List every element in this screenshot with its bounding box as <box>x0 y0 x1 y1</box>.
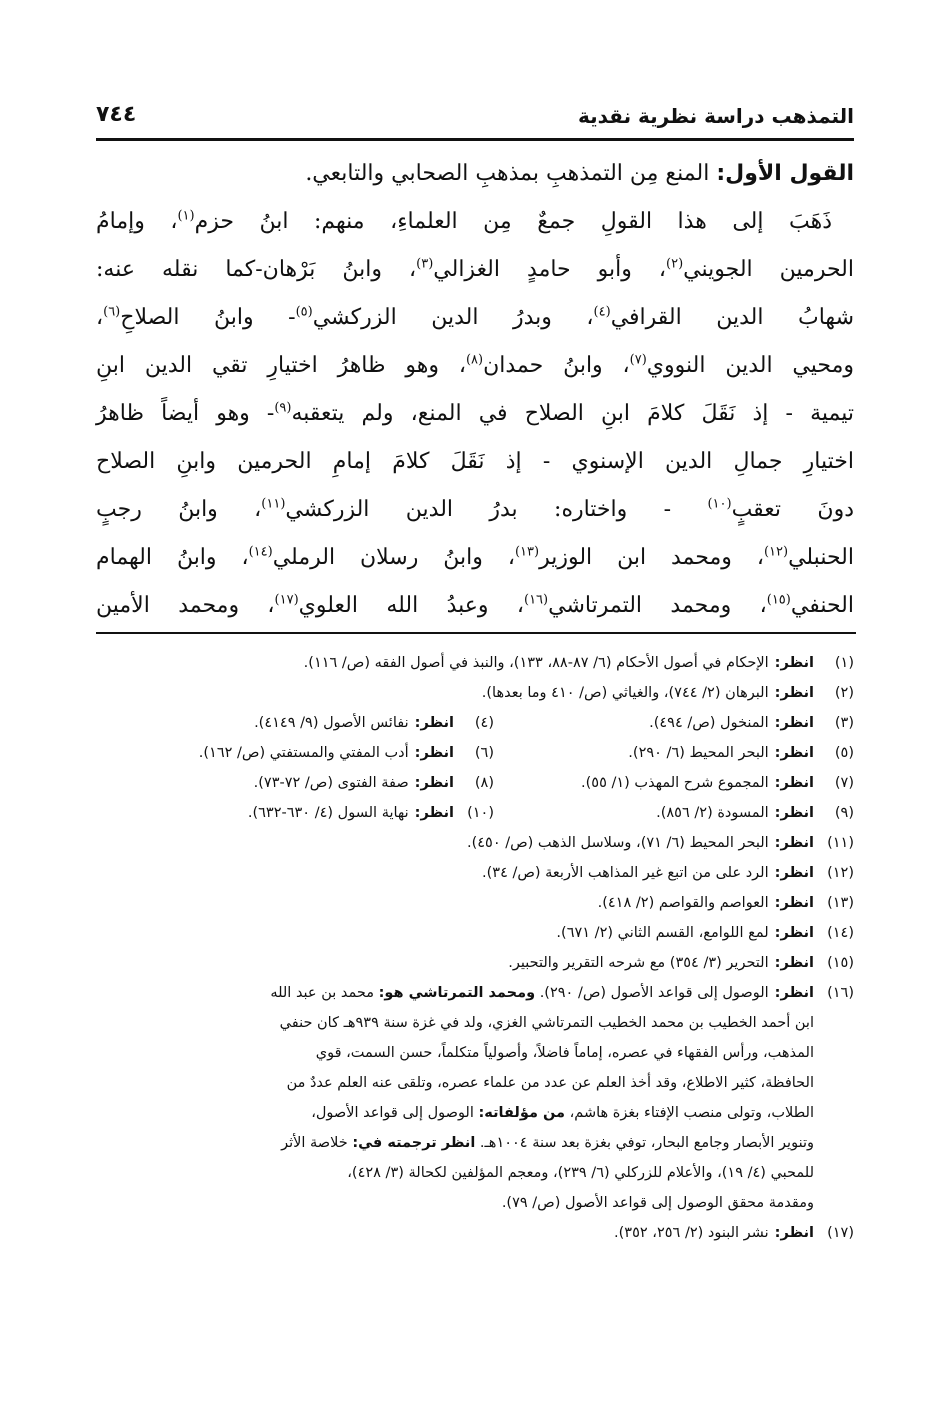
footnote <box>96 918 854 948</box>
footnote-pair <box>96 798 854 828</box>
footnote-ref: (١٥) <box>766 592 791 608</box>
footnote-text: صفة الفتوى (ص/ ٧٢-٧٣). <box>253 775 409 791</box>
footnote-text: التحرير (٣/ ٣٥٤) مع شرحه التقرير والتحبير. <box>508 955 769 971</box>
footnote-bold: انظر ترجمته في: <box>352 1135 476 1151</box>
body-line: الحرمين الجويني$^{(٢)}$، وأبو حامدٍ الغزالي$^{(٣)}$، وابنُ بَرْهان-كما نقله عنه: <box>96 256 854 282</box>
body-line: ومحيي الدين النووي$^{(٧)}$، وابنُ حمدان$^{(٨)}$، وهو ظاهرُ اختيارِ تقي الدين ابنِ <box>96 352 855 378</box>
footnote-ref: (٣) <box>416 256 434 272</box>
footnote-text: الإحكام في أصول الأحكام (٦/ ٨٧-٨٨، ١٣٣)، والنبذ في أصول الفقه (ص/ ١١٦). <box>303 655 769 671</box>
footnote-number: (١١) <box>827 835 854 851</box>
footnote-text: الرد على من اتبع غير المذاهب الأربعة (ص/ ٣٤). <box>482 865 769 881</box>
footnote <box>254 768 494 798</box>
footnote-number: (١٥) <box>827 955 854 971</box>
footnote-label: انظر: <box>414 715 454 731</box>
footnote-text: نشر البنود (٢/ ٢٥٦، ٣٥٢). <box>614 1225 769 1241</box>
footnote-label: انظر: <box>414 805 454 821</box>
footnote-ref: (٦) <box>103 304 121 320</box>
footnote-line: ابن أحمد الخطيب بن محمد الخطيب التمرتاشي الغزي، ولد في غزة سنة ٩٣٩هـ كان حنفي <box>279 1015 814 1031</box>
footnote-number: (١٣) <box>827 895 854 911</box>
footnote-number: (١٧) <box>827 1225 854 1241</box>
footnote-ref: (١٦) <box>524 592 549 608</box>
footnote-ref: (٤) <box>593 304 611 320</box>
footnote-text: البحر المحيط (٦/ ٢٩٠). <box>628 745 769 761</box>
footnote-text: البرهان (٢/ ٧٤٤)، والغياثي (ص/ ٤١٠ وما بعدها). <box>481 685 769 701</box>
footnote-ref: (١٤) <box>248 544 273 560</box>
footnote <box>96 828 854 858</box>
footnote-pair <box>96 708 854 738</box>
footnote-text: لمع اللوامع، القسم الثاني (٢/ ٦٧١). <box>556 925 769 941</box>
footnote-number: (٢) <box>834 685 854 701</box>
running-header <box>96 96 854 136</box>
footnote-number: (٣) <box>834 715 854 731</box>
footnote-text: نهاية السول (٤/ ٦٣٠-٦٣٢). <box>247 805 409 821</box>
footnote-ref: (٨) <box>465 352 484 368</box>
footnote-label: انظر: <box>414 745 454 761</box>
footnote <box>248 798 494 828</box>
footnote-number: (١٦) <box>827 985 854 1001</box>
footnote-number: (٦) <box>474 745 494 761</box>
footnote-number: (٨) <box>474 775 494 791</box>
footnote-label: انظر: <box>774 685 814 701</box>
footnotes <box>96 648 854 1248</box>
footnote-label: انظر: <box>774 745 814 761</box>
footnote-label: انظر: <box>774 835 814 851</box>
footnote <box>96 678 854 708</box>
header-rule <box>96 138 854 141</box>
footnote <box>494 708 854 738</box>
footnote-label: انظر: <box>774 715 814 731</box>
footnote-label: انظر: <box>774 805 814 821</box>
footnote-label: انظر: <box>774 1225 814 1241</box>
footnote-label: انظر: <box>774 895 814 911</box>
body-line: ذَهَبَ إلى هذا القولِ جمعٌ مِن العلماءِ، منهم: ابنُ حزم$^{(١)}$، وإمامُ <box>96 208 832 234</box>
footnote-text: الطلاب، وتولى منصب الإفتاء بغزة هاشم، <box>569 1105 814 1121</box>
footnote-number: (٤) <box>474 715 494 731</box>
footnote-ref: (١٧) <box>274 592 299 608</box>
body-line: دونَ تعقبٍ$^{(١٠)}$ - واختاره: بدرُ الدين الزركشي$^{(١١)}$، وابنُ رجبٍ <box>96 496 854 522</box>
footnote-text: أدب المفتي والمستفتي (ص/ ١٦٢). <box>198 745 409 761</box>
main-text <box>96 150 854 630</box>
footnote-number: (٩) <box>834 805 854 821</box>
footnote-line: ومقدمة محقق الوصول إلى قواعد الأصول (ص/ ٧٩). <box>501 1195 814 1211</box>
footnote-text: خلاصة الأثر <box>281 1135 348 1151</box>
footnote-text: الوصول إلى قواعد الأصول، <box>311 1105 474 1121</box>
footnote-line <box>96 978 854 1008</box>
heading-text: المنع مِن التمذهبِ بمذهبِ الصحابي والتابعي. <box>305 161 710 186</box>
footnote-ref: (٥) <box>295 304 313 320</box>
footnote-bold: ومحمد التمرتاشي هو: <box>378 985 536 1001</box>
footnote-line <box>96 1128 854 1158</box>
footnote <box>254 708 494 738</box>
section-heading <box>96 150 854 198</box>
body-line: الحنبلي$^{(١٢)}$، ومحمد ابن الوزير$^{(١٣)}$، وابنُ رسلان الرملي$^{(١٤)}$، وابنُ الهمام <box>96 544 854 570</box>
footnote-number: (١) <box>834 655 854 671</box>
footnote-ref: (١٠) <box>707 496 732 512</box>
footnote-ref: (١١) <box>261 496 286 512</box>
footnote-ref: (٢) <box>666 256 684 272</box>
footnote-text: المسودة (٢/ ٨٥٦). <box>656 805 769 821</box>
footnote-line: للمحبي (٤/ ١٩)، والأعلام للزركلي (٦/ ٢٣٩)، ومعجم المؤلفين لكحالة (٣/ ٤٢٨)، <box>347 1165 814 1181</box>
footnote <box>494 768 854 798</box>
footnote-label: انظر: <box>774 865 814 881</box>
footnote-label: انظر: <box>774 955 814 971</box>
running-title: التمذهب دراسة نظرية نقدية <box>577 104 854 128</box>
footnote-label: انظر: <box>774 985 814 1001</box>
page-number: ٧٤٤ <box>96 102 137 127</box>
footnote <box>199 738 494 768</box>
footnote-line: المذهب، ورأس الفقهاء في عصره، إماماً فاضلاً، وأصولياً متكلماً، حسن السمت، قوي <box>315 1045 814 1061</box>
footnote-line <box>96 1098 854 1128</box>
body-line: شهابُ الدين القرافي$^{(٤)}$، وبدرُ الدين الزركشي$^{(٥)}$- وابنُ الصلاحِ$^{(٦)}$، <box>96 304 855 330</box>
footnote-text: وتنوير الأبصار وجامع البحار، توفي بغزة بعد سنة ١٠٠٤هـ. <box>479 1135 814 1151</box>
footnote-pair <box>96 768 854 798</box>
footnote-text: المنخول (ص/ ٤٩٤). <box>649 715 769 731</box>
body-line: تيمية - إذ نَقَلَ كلامَ ابنِ الصلاح في المنع، ولم يتعقبه$^{(٩)}$- وهو أيضاً ظاهرُ <box>96 400 854 426</box>
footnote <box>96 888 854 918</box>
footnote-text: نفائس الأصول (٩/ ٤١٤٩). <box>254 715 409 731</box>
footnote-ref: (٩) <box>274 400 292 416</box>
footnote-text: العواصم والقواصم (٢/ ٤١٨). <box>597 895 769 911</box>
footnote-long <box>96 978 854 1218</box>
footnote-label: انظر: <box>774 775 814 791</box>
footnote-label: انظر: <box>774 925 814 941</box>
footnote <box>96 858 854 888</box>
footnote-rule <box>96 632 856 634</box>
footnote <box>96 1218 854 1248</box>
footnote-number: (١٢) <box>827 865 854 881</box>
body-line: اختيارِ جمالِ الدين الإسنوي - إذ نَقَلَ كلامَ إمامِ الحرمين وابنِ الصلاح <box>96 449 854 474</box>
footnote <box>96 948 854 978</box>
footnote-number: (٥) <box>834 745 854 761</box>
footnote-text: المجموع شرح المهذب (١/ ٥٥). <box>581 775 769 791</box>
footnote-ref: (١٢) <box>763 544 789 560</box>
footnote-text: البحر المحيط (٦/ ٧١)، وسلاسل الذهب (ص/ ٤٥٠). <box>466 835 769 851</box>
footnote <box>494 798 854 828</box>
footnote-ref: (٧) <box>629 352 647 368</box>
footnote-number: (٧) <box>834 775 854 791</box>
heading-label: القول الأول: <box>716 161 854 186</box>
body-line: الحنفي$^{(١٥)}$، ومحمد التمرتاشي$^{(١٦)}$، وعبدُ الله العلوي$^{(١٧)}$، ومحمد الأمين <box>96 592 854 618</box>
footnote-ref: (١٣) <box>514 544 540 560</box>
footnote-ref: (١) <box>177 208 195 224</box>
footnote-line: الحافظة، كثير الاطلاع، وقد أخذ العلم عن عدد من علماء عصره، وتلقى عنه العلم عددٌ من <box>286 1075 814 1091</box>
footnote-number: (١٤) <box>827 925 854 941</box>
footnote-number: (١٠) <box>467 805 494 821</box>
footnote-bold: من مؤلفاته: <box>478 1105 566 1121</box>
footnote-text: الوصول إلى قواعد الأصول (ص/ ٢٩٠). <box>539 985 769 1001</box>
footnote <box>494 738 854 768</box>
footnote-label: انظر: <box>414 775 454 791</box>
footnote-text: محمد بن عبد الله <box>270 985 374 1001</box>
footnote <box>96 648 854 678</box>
footnote-pair <box>96 738 854 768</box>
footnote-label: انظر: <box>774 655 814 671</box>
